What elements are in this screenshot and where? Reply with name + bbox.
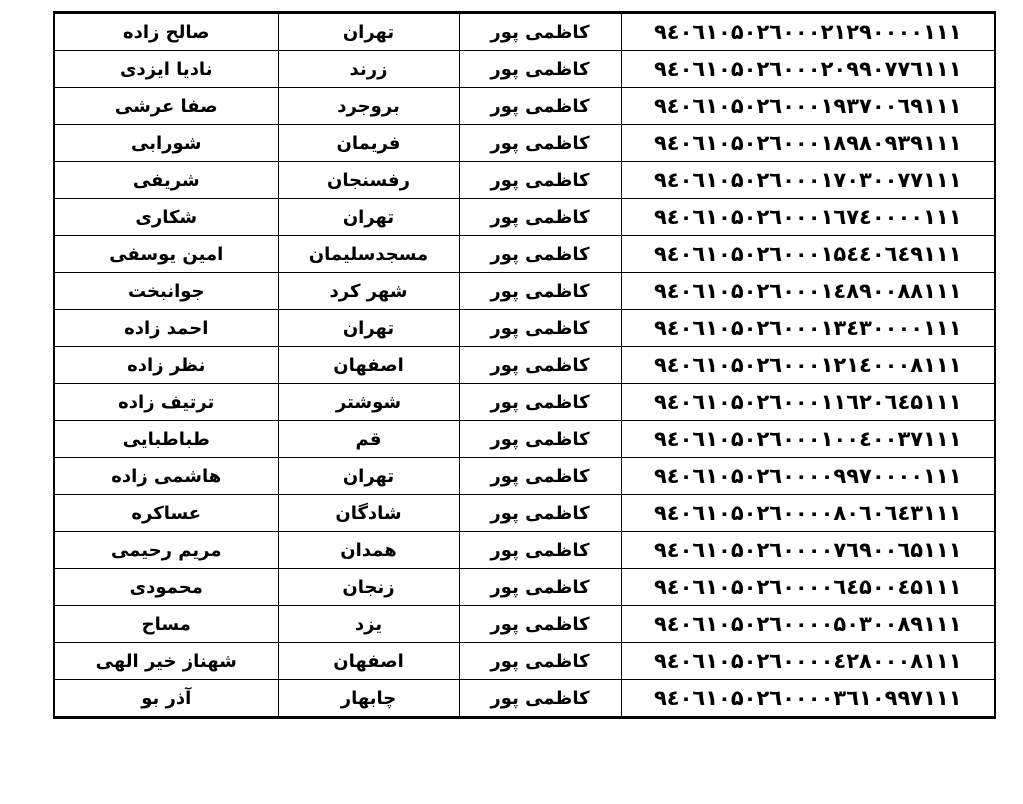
name-cell: آذر بو [54, 680, 278, 718]
table-row [54, 310, 995, 347]
number-cell: ۹٤۰٦۱۰۵۰۲٦۰۰۰۱۱٦۲۰٦٤۵۱۱۱ [621, 384, 995, 421]
family-cell: کاظمی پور [459, 162, 621, 199]
city-cell: مسجدسلیمان [278, 236, 459, 273]
table-row [54, 532, 995, 569]
name-cell: نظر زاده [54, 347, 278, 384]
number-cell: ۹٤۰٦۱۰۵۰۲٦۰۰۰۱٦۷٤۰۰۰۰۱۱۱ [621, 199, 995, 236]
number-cell: ۹٤۰٦۱۰۵۰۲٦۰۰۰۰۵۰۳۰۰۸۹۱۱۱ [621, 606, 995, 643]
table-row [54, 606, 995, 643]
table-row [54, 273, 995, 310]
family-cell: کاظمی پور [459, 606, 621, 643]
number-cell: ۹٤۰٦۱۰۵۰۲٦۰۰۰۱۹۳۷۰۰٦۹۱۱۱ [621, 88, 995, 125]
name-cell: شکاری [54, 199, 278, 236]
number-cell: ۹٤۰٦۱۰۵۰۲٦۰۰۰۱۵٤٤۰٦٤۹۱۱۱ [621, 236, 995, 273]
table-row [54, 199, 995, 236]
number-cell: ۹٤۰٦۱۰۵۰۲٦۰۰۰۰٤۲۸۰۰۰۸۱۱۱ [621, 643, 995, 680]
table-row [54, 13, 995, 51]
table-row [54, 421, 995, 458]
table-row [54, 125, 995, 162]
name-cell: شهناز خیر الهی [54, 643, 278, 680]
name-cell: نادیا ایزدی [54, 51, 278, 88]
family-cell: کاظمی پور [459, 384, 621, 421]
number-cell: ۹٤۰٦۱۰۵۰۲٦۰۰۰۱٤۸۹۰۰۸۸۱۱۱ [621, 273, 995, 310]
city-cell: فریمان [278, 125, 459, 162]
name-cell: شریفی [54, 162, 278, 199]
city-cell: شوشتر [278, 384, 459, 421]
number-cell: ۹٤۰٦۱۰۵۰۲٦۰۰۰۲۱۲۹۰۰۰۰۱۱۱ [621, 13, 995, 51]
city-cell: اصفهان [278, 643, 459, 680]
name-cell: مریم رحیمی [54, 532, 278, 569]
number-cell: ۹٤۰٦۱۰۵۰۲٦۰۰۰۲۰۹۹۰۷۷٦۱۱۱ [621, 51, 995, 88]
city-cell: زنجان [278, 569, 459, 606]
name-cell: طباطبایی [54, 421, 278, 458]
family-cell: کاظمی پور [459, 199, 621, 236]
records-body [54, 13, 995, 718]
city-cell: تهران [278, 13, 459, 51]
number-cell: ۹٤۰٦۱۰۵۰۲٦۰۰۰۱۳٤۳۰۰۰۰۱۱۱ [621, 310, 995, 347]
family-cell: کاظمی پور [459, 236, 621, 273]
records-table [53, 11, 996, 719]
name-cell: ترتیف زاده [54, 384, 278, 421]
family-cell: کاظمی پور [459, 569, 621, 606]
number-cell: ۹٤۰٦۱۰۵۰۲٦۰۰۰۰۸۰٦۰٦٤۳۱۱۱ [621, 495, 995, 532]
name-cell: محمودی [54, 569, 278, 606]
table-row [54, 384, 995, 421]
table-row [54, 88, 995, 125]
city-cell: شادگان [278, 495, 459, 532]
city-cell: همدان [278, 532, 459, 569]
city-cell: قم [278, 421, 459, 458]
number-cell: ۹٤۰٦۱۰۵۰۲٦۰۰۰۱۰۰٤۰۰۳۷۱۱۱ [621, 421, 995, 458]
name-cell: صالح زاده [54, 13, 278, 51]
city-cell: یزد [278, 606, 459, 643]
city-cell: تهران [278, 458, 459, 495]
name-cell: مساح [54, 606, 278, 643]
city-cell: شهر کرد [278, 273, 459, 310]
name-cell: صفا عرشی [54, 88, 278, 125]
table-row [54, 236, 995, 273]
city-cell: اصفهان [278, 347, 459, 384]
name-cell: جوانبخت [54, 273, 278, 310]
table-row [54, 347, 995, 384]
table-row [54, 51, 995, 88]
family-cell: کاظمی پور [459, 532, 621, 569]
city-cell: تهران [278, 310, 459, 347]
name-cell: امین یوسفی [54, 236, 278, 273]
table-row [54, 458, 995, 495]
table-row [54, 569, 995, 606]
name-cell: عساکره [54, 495, 278, 532]
family-cell: کاظمی پور [459, 310, 621, 347]
name-cell: هاشمی زاده [54, 458, 278, 495]
number-cell: ۹٤۰٦۱۰۵۰۲٦۰۰۰۰٦٤۵۰۰٤۵۱۱۱ [621, 569, 995, 606]
family-cell: کاظمی پور [459, 273, 621, 310]
family-cell: کاظمی پور [459, 495, 621, 532]
city-cell: تهران [278, 199, 459, 236]
number-cell: ۹٤۰٦۱۰۵۰۲٦۰۰۰۱۸۹۸۰۹۳۹۱۱۱ [621, 125, 995, 162]
name-cell: شورابی [54, 125, 278, 162]
family-cell: کاظمی پور [459, 125, 621, 162]
city-cell: بروجرد [278, 88, 459, 125]
table-row [54, 643, 995, 680]
number-cell: ۹٤۰٦۱۰۵۰۲٦۰۰۰۰۳٦۱۰۹۹۷۱۱۱ [621, 680, 995, 718]
table-row [54, 162, 995, 199]
family-cell: کاظمی پور [459, 458, 621, 495]
family-cell: کاظمی پور [459, 51, 621, 88]
family-cell: کاظمی پور [459, 680, 621, 718]
family-cell: کاظمی پور [459, 13, 621, 51]
table-row [54, 680, 995, 718]
city-cell: چابهار [278, 680, 459, 718]
number-cell: ۹٤۰٦۱۰۵۰۲٦۰۰۰۰۷٦۹۰۰٦۵۱۱۱ [621, 532, 995, 569]
number-cell: ۹٤۰٦۱۰۵۰۲٦۰۰۰۱۷۰۳۰۰۷۷۱۱۱ [621, 162, 995, 199]
number-cell: ۹٤۰٦۱۰۵۰۲٦۰۰۰۱۲۱٤۰۰۰۸۱۱۱ [621, 347, 995, 384]
city-cell: رفسنجان [278, 162, 459, 199]
family-cell: کاظمی پور [459, 643, 621, 680]
city-cell: زرند [278, 51, 459, 88]
table-row [54, 495, 995, 532]
family-cell: کاظمی پور [459, 88, 621, 125]
family-cell: کاظمی پور [459, 421, 621, 458]
family-cell: کاظمی پور [459, 347, 621, 384]
number-cell: ۹٤۰٦۱۰۵۰۲٦۰۰۰۰۹۹۷۰۰۰۰۱۱۱ [621, 458, 995, 495]
name-cell: احمد زاده [54, 310, 278, 347]
